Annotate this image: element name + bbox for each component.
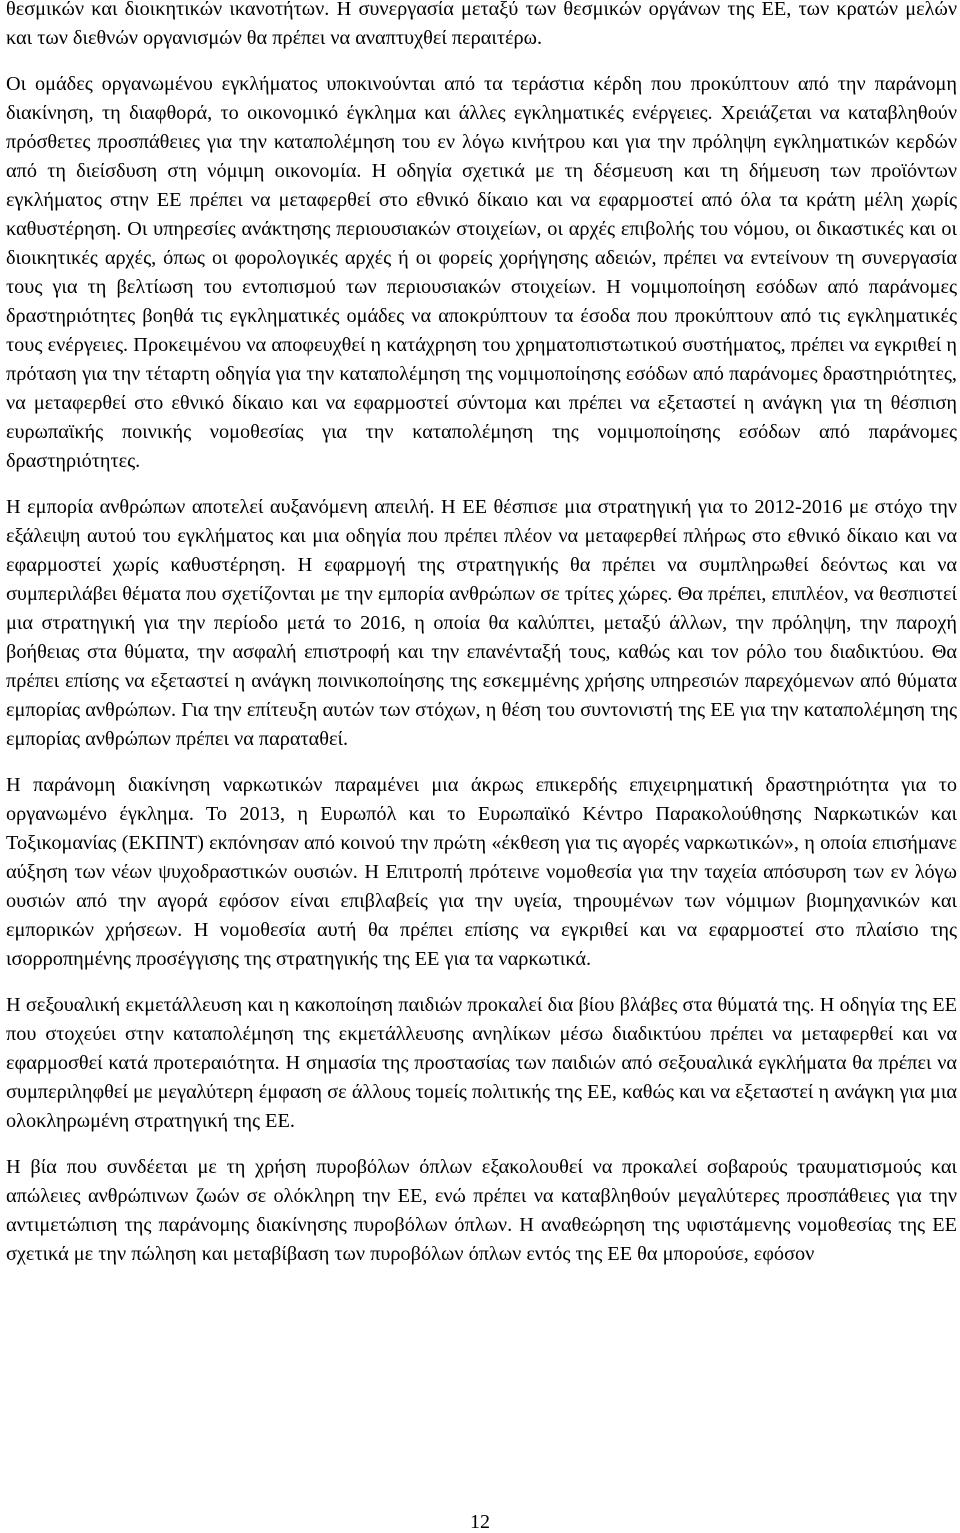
document-page bbox=[6, 0, 957, 1286]
paragraph-firearms: Η βία που συνδέεται με τη χρήση πυροβόλων όπλων εξακολουθεί να προκαλεί σοβαρούς τραυματισμούς και απώλειες ανθρώπινων ζωών σε ολόκληρη την ΕΕ, ενώ πρέπει να καταβληθούν μεγαλύτερες προσπάθειες για την αντιμετώπιση της παράνομης διακίνησης πυροβόλων όπλων. Η αναθεώρηση της υφιστάμενης νομοθεσίας της ΕΕ σχετικά με την πώληση και μεταβίβαση των πυροβόλων όπλων εντός της ΕΕ θα μπορούσε, εφόσον bbox=[6, 1156, 957, 1265]
page-number: 12 bbox=[470, 1511, 490, 1533]
paragraph-organised-crime-proceeds: Οι ομάδες οργανωμένου εγκλήματος υποκινούνται από τα τεράστια κέρδη που προκύπτουν από την παράνομη διακίνηση, τη διαφθορά, το οικονομικό έγκλημα και άλλες εγκληματικές ενέργειες. Χρειάζεται να καταβληθούν πρόσθετες προσπάθειες για την καταπολέμηση του εν λόγω κινήτρου και για την πρόληψη εγκληματικών κερδών από τη διείσδυση στη νόμιμη οικονομία. Η οδηγία σχετικά με τη δέσμευση και τη δήμευση των προϊόντων εγκλήματος στην ΕΕ πρέπει να μεταφερθεί στο εθνικό δίκαιο και να εφαρμοστεί από όλα τα κράτη μέλη χωρίς καθυστέρηση. Οι υπηρεσίες ανάκτησης περιουσιακών στοιχείων, οι αρχές επιβολής του νόμου, οι δικαστικές και οι διοικητικές αρχές, όπως οι φορολογικές αρχές ή οι φορείς χορήγησης αδειών, πρέπει να εντείνουν τη συνεργασία τους για τη βελτίωση του εντοπισμού των περιουσιακών στοιχείων. Η νομιμοποίηση εσόδων από παράνομες δραστηριότητες βοηθά τις εγκληματικές ομάδες να αποκρύπτουν τα έσοδα που προκύπτουν από τις εγκληματικές τους ενέργειες. Προκειμένου να αποφευχθεί η κατάχρηση του χρηματοπιστωτικού συστήματος, πρέπει να εγκριθεί η πρόταση για την τέταρτη οδηγία για την καταπολέμηση της νομιμοποίησης εσόδων από παράνομες δραστηριότητες, να μεταφερθεί στο εθνικό δίκαιο και να εφαρμοστεί σύντομα και πρέπει να εξεταστεί η ανάγκη για τη θέσπιση ευρωπαϊκής ποινικής νομοθεσίας για την καταπολέμηση της νομιμοποίησης εσόδων από παράνομες δραστηριότητες. bbox=[6, 73, 957, 472]
paragraph-drug-trafficking: Η παράνομη διακίνηση ναρκωτικών παραμένει μια άκρως επικερδής επιχειρηματική δραστηριότητα για το οργανωμένο έγκλημα. Το 2013, η Ευρωπόλ και το Ευρωπαϊκό Κέντρο Παρακολούθησης Ναρκωτικών και Τοξικομανίας (ΕΚΠΝΤ) εκπόνησαν από κοινού την πρώτη «έκθεση για τις αγορές ναρκωτικών», η οποία επισήμανε αύξηση των νέων ψυχοδραστικών ουσιών. Η Επιτροπή πρότεινε νομοθεσία για την ταχεία απόσυρση των εν λόγω ουσιών από την αγορά εφόσον είναι επιβλαβείς για την υγεία, τηρουμένων των νόμιμων βιομηχανικών και εμπορικών χρήσεων. Η νομοθεσία αυτή θα πρέπει επίσης να εγκριθεί και να εφαρμοστεί στο πλαίσιο της ισορροπημένης προσέγγισης της στρατηγικής της ΕΕ για τα ναρκωτικά. bbox=[6, 774, 957, 970]
paragraph-child-sexual-exploitation: Η σεξουαλική εκμετάλλευση και η κακοποίηση παιδιών προκαλεί δια βίου βλάβες στα θύματά της. Η οδηγία της ΕΕ που στοχεύει στην καταπολέμηση της εκμετάλλευσης ανηλίκων μέσω διαδικτύου πρέπει να μεταφερθεί και να εφαρμοσθεί κατά προτεραιότητα. Η σημασία της προστασίας των παιδιών από σεξουαλικά εγκλήματα θα πρέπει να συμπεριληφθεί με μεγαλύτερη έμφαση σε άλλους τομείς πολιτικής της ΕΕ, καθώς και να εξεταστεί η ανάγκη για μια ολοκληρωμένη στρατηγική της ΕΕ. bbox=[6, 994, 957, 1132]
paragraph-human-trafficking: Η εμπορία ανθρώπων αποτελεί αυξανόμενη απειλή. Η ΕΕ θέσπισε μια στρατηγική για το 2012-2016 με στόχο την εξάλειψη αυτού του εγκλήματος και μια οδηγία που πρέπει πλέον να μεταφερθεί πλήρως στο εθνικό δίκαιο και να εφαρμοστεί χωρίς καθυστέρηση. Η εφαρμογή της στρατηγικής θα πρέπει να συμπληρωθεί δεόντως και να συμπεριλάβει θέματα που σχετίζονται με την εμπορία ανθρώπων σε τρίτες χώρες. Θα πρέπει, επιπλέον, να θεσπιστεί μια στρατηγική για την περίοδο μετά το 2016, η οποία θα καλύπτει, μεταξύ άλλων, την πρόληψη, την παροχή βοήθειας στα θύματα, την ασφαλή επιστροφή και την επανένταξή τους, καθώς και τον ρόλο του διαδικτύου. Θα πρέπει επίσης να εξεταστεί η ανάγκη ποινικοποίησης της εσκεμμένης χρήσης υπηρεσιών παρεχόμενων από θύματα εμπορίας ανθρώπων. Για την επίτευξη αυτών των στόχων, η θέση του συντονιστή της ΕΕ για την καταπολέμηση της εμπορίας ανθρώπων πρέπει να παραταθεί. bbox=[6, 496, 957, 750]
paragraph-institutional-capacity: θεσμικών και διοικητικών ικανοτήτων. Η συνεργασία μεταξύ των θεσμικών οργάνων της ΕΕ, των κρατών μελών και των διεθνών οργανισμών θα πρέπει να αναπτυχθεί περαιτέρω. bbox=[6, 0, 957, 49]
